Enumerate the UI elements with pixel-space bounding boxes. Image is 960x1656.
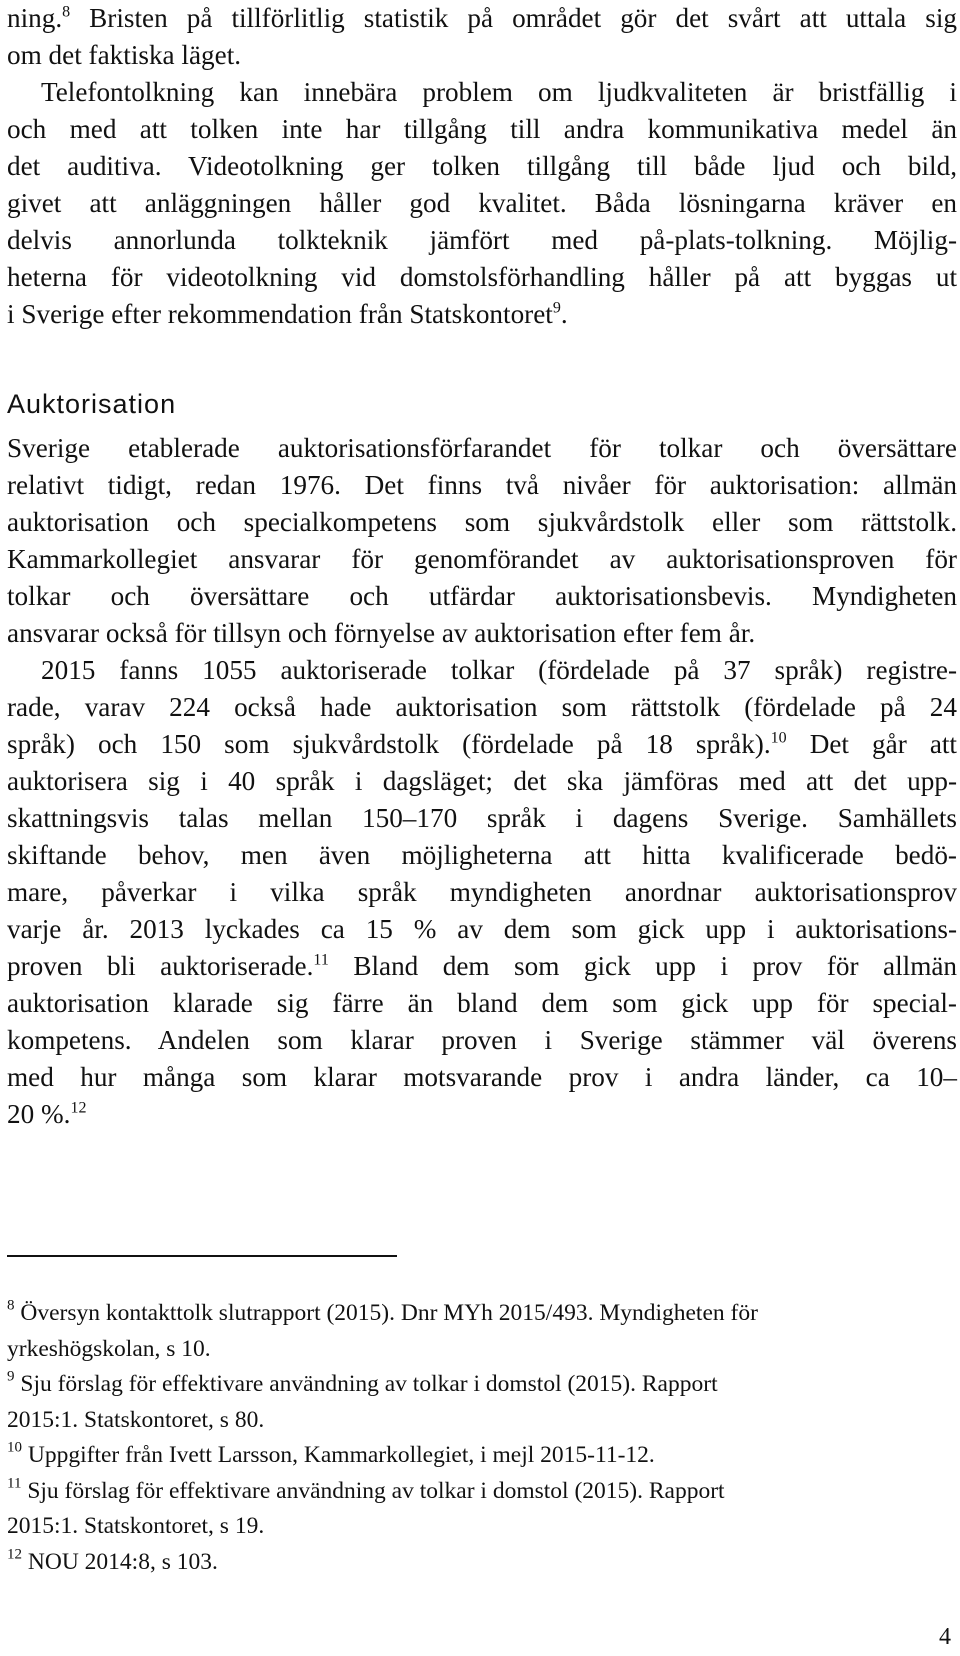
paragraph-authorization-history [7, 430, 957, 652]
text-line: språk) och 150 som sjukvårdstolk (fördelade på 18 språk).$^{10}$ Det går att [7, 729, 957, 759]
footnote-ref-8[interactable]: 8 [62, 3, 71, 21]
body-top-section [7, 0, 957, 333]
text-line: skiftande behov, men även möjligheterna att hitta kvalificerade bedö- [7, 840, 957, 870]
footnote-text: NOU 2014:8, s 103. [27, 1548, 218, 1575]
footnote-10 [7, 1438, 957, 1474]
paragraph-authorization-statistics [7, 652, 957, 1133]
footnote-ref-11[interactable]: 11 [313, 951, 329, 969]
body-auktorisation-section [7, 430, 957, 1133]
text-line: i Sverige efter rekommendation från Statskontoret$^9$. [7, 299, 568, 329]
footnote-text: 2015:1. Statskontoret, s 19. [7, 1513, 265, 1539]
text-line: kompetens. Andelen som klarar proven i Sverige stämmer väl överens [7, 1025, 957, 1055]
text-line: mare, påverkar i vilka språk myndigheten anordnar auktorisationsprov [7, 877, 957, 907]
text-line: med hur många som klarar motsvarande prov i andra länder, ca 10– [7, 1062, 957, 1092]
text-line: auktorisation klarade sig färre än bland dem som gick upp för special- [7, 988, 957, 1018]
paragraph-statistics [7, 0, 957, 74]
text-line: auktorisera sig i 40 språk i dagsläget; det ska jämföras med att det upp- [7, 766, 957, 796]
text-line: ansvarar också för tillsyn och förnyelse av auktorisation efter fem år. [7, 618, 756, 648]
text-line: delvis annorlunda tolkteknik jämfört med på-plats-tolkning. Möjlig- [7, 225, 957, 255]
text-line: rade, varav 224 också hade auktorisation som rättstolk (fördelade på 24 [7, 692, 957, 722]
footnote-text: Sju förslag för effektivare användning av tolkar i domstol (2015). Rapport [20, 1371, 718, 1397]
text-line: tolkar och översättare och utfärdar auktorisationsbevis. Myndigheten [7, 581, 957, 611]
footnotes [7, 1296, 957, 1580]
text-line: varje år. 2013 lyckades ca 15 % av dem som gick upp i auktorisations- [7, 914, 957, 944]
page-number: 4 [939, 1624, 951, 1650]
section-heading: Auktorisation [7, 389, 177, 419]
paragraph-telephone-interpreting [7, 74, 957, 333]
footnote-ref-10[interactable]: 10 [770, 729, 787, 747]
text-line: relativt tidigt, redan 1976. Det finns två nivåer för auktorisation: allmän [7, 470, 957, 500]
footnote-separator [7, 1255, 397, 1257]
text-line: det auditiva. Videotolkning ger tolken tillgång till både ljud och bild, [7, 151, 957, 181]
footnote-8 [7, 1296, 957, 1367]
text-line: ning.$^8$ Bristen på tillförlitlig statistik på området gör det svårt att uttala sig [7, 3, 957, 33]
footnote-number: 8 [7, 1297, 15, 1314]
footnote-text: Sju förslag för effektivare användning av tolkar i domstol (2015). Rapport [27, 1477, 725, 1504]
footnote-11 [7, 1474, 957, 1545]
footnote-12 [7, 1545, 957, 1581]
footnote-text: Uppgifter från Ivett Larsson, Kammarkollegiet, i mejl 2015-11-12. [27, 1442, 655, 1468]
text-line: heterna för videotolkning vid domstolsförhandling håller på att byggas ut [7, 262, 957, 292]
text-line: Telefontolkning kan innebära problem om ljudkvaliteten är bristfällig i [41, 77, 957, 107]
footnote-number: 12 [7, 1546, 22, 1562]
text-line: givet att anläggningen håller god kvalitet. Båda lösningarna kräver en [7, 188, 957, 218]
footnote-text: Översyn kontakttolk slutrapport (2015). Dnr MYh 2015/493. Myndigheten för [20, 1300, 758, 1326]
text-line: om det faktiska läget. [7, 40, 242, 70]
footnote-ref-9[interactable]: 9 [552, 299, 561, 317]
footnote-ref-12[interactable]: 12 [70, 1099, 87, 1117]
text-line: 20 %.$^{12}$ [7, 1099, 87, 1129]
text-line: Sverige etablerade auktorisationsförfarandet för tolkar och översättare [7, 433, 957, 463]
text-line: proven bli auktoriserade.$^{11}$ Bland dem som gick upp i prov för allmän [7, 951, 957, 981]
footnote-text: 2015:1. Statskontoret, s 80. [7, 1406, 265, 1433]
text-line: auktorisation och specialkompetens som sjukvårdstolk eller som rättstolk. [7, 507, 957, 537]
footnote-number: 11 [7, 1475, 22, 1491]
footnote-9 [7, 1367, 957, 1438]
footnote-number: 9 [7, 1368, 15, 1385]
text-line: Kammarkollegiet ansvarar för genomförandet av auktorisationsproven för [7, 544, 957, 574]
footnote-number: 10 [7, 1439, 22, 1456]
text-line: 2015 fanns 1055 auktoriserade tolkar (fördelade på 37 språk) registre- [41, 655, 957, 685]
text-line: skattningsvis talas mellan 150–170 språk i dagens Sverige. Samhällets [7, 803, 957, 833]
footnote-text: yrkeshögskolan, s 10. [7, 1335, 211, 1362]
text-line: och med att tolken inte har tillgång till andra kommunikativa medel än [7, 114, 957, 144]
